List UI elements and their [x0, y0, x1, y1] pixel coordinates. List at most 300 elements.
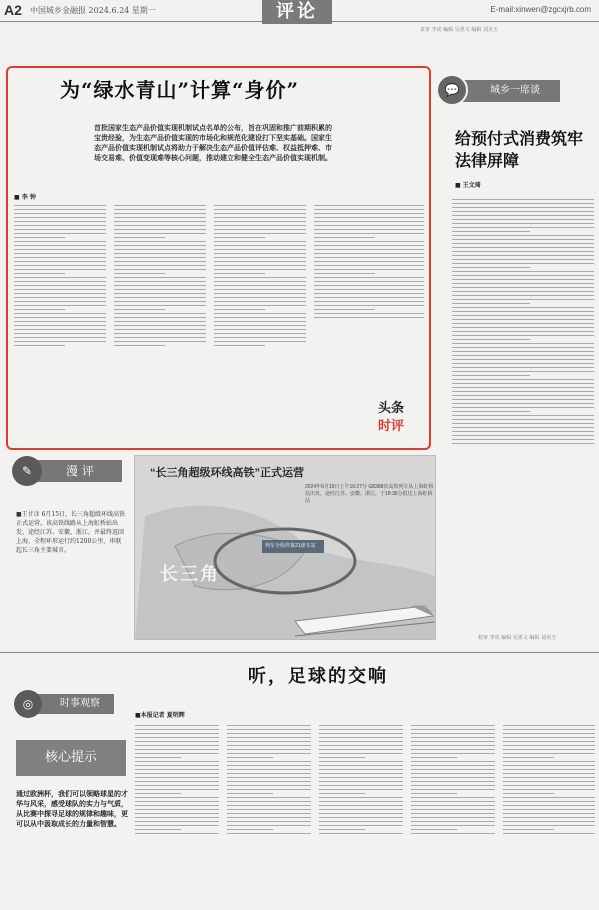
column-headline: 给预付式消费筑牢法律屏障	[455, 129, 584, 170]
text-line	[452, 243, 594, 244]
text-line	[452, 439, 594, 440]
text-line	[503, 769, 595, 770]
text-line	[14, 269, 106, 270]
text-line	[452, 231, 530, 232]
text-line	[452, 367, 594, 368]
text-line	[319, 745, 403, 746]
text-line	[452, 275, 594, 276]
text-line	[227, 817, 311, 818]
text-line	[452, 331, 594, 332]
text-line	[503, 725, 595, 726]
text-line	[411, 757, 457, 758]
text-line	[503, 765, 595, 766]
text-line	[114, 229, 206, 230]
text-line	[227, 813, 311, 814]
text-line	[214, 281, 306, 282]
text-line	[452, 295, 594, 296]
text-line	[135, 809, 219, 810]
text-line	[135, 749, 219, 750]
text-line	[452, 319, 594, 320]
text-line	[314, 241, 424, 242]
text-line	[135, 821, 219, 822]
text-line	[14, 313, 106, 314]
text-line	[503, 729, 595, 730]
text-line	[319, 741, 403, 742]
article-text-column	[411, 722, 495, 908]
text-line	[135, 753, 219, 754]
text-line	[114, 277, 206, 278]
text-line	[14, 301, 106, 302]
text-line	[227, 725, 311, 726]
text-line	[114, 281, 206, 282]
text-line	[227, 833, 311, 834]
text-line	[503, 773, 595, 774]
text-line	[452, 207, 594, 208]
text-line	[314, 253, 424, 254]
text-line	[135, 781, 219, 782]
article-lead-paragraph: 首批国家生态产品价值实现机制试点名单的公布，旨在巩固和推广前期积累的宝贵经验，为生态产品价值实现的市场化和规范化建设打下坚实基础。国家生态产品价值实现机制试点将助力于解决生态产品价值评估难、权益抵押难、市场交易难、价值变现难等核心问题，推动建立和健全生态产品价值实现机制。	[94, 125, 332, 162]
text-line	[227, 733, 311, 734]
text-line	[452, 443, 594, 444]
text-line	[319, 781, 403, 782]
text-line	[314, 281, 424, 282]
text-line	[114, 325, 206, 326]
text-line	[314, 297, 424, 298]
text-line	[452, 355, 594, 356]
text-line	[319, 825, 403, 826]
text-line	[452, 211, 594, 212]
text-line	[452, 287, 594, 288]
seal-text-top: 头条	[378, 401, 405, 416]
text-line	[135, 769, 219, 770]
text-line	[319, 817, 403, 818]
text-line	[114, 345, 165, 346]
text-line	[14, 253, 106, 254]
text-line	[227, 785, 311, 786]
editor-credits: 责审 李虎 编辑 吴墨文 编辑 刘美玉	[420, 27, 498, 33]
text-line	[319, 749, 403, 750]
text-line	[14, 221, 106, 222]
text-line	[452, 431, 594, 432]
text-line	[227, 777, 311, 778]
text-line	[14, 213, 106, 214]
text-line	[214, 273, 265, 274]
text-line	[114, 253, 206, 254]
text-line	[227, 797, 311, 798]
text-line	[14, 217, 106, 218]
contact-email: E-mail:xinwen@zgcxjrb.com	[490, 5, 591, 14]
text-line	[135, 745, 219, 746]
column-text-body	[452, 196, 594, 606]
text-line	[227, 781, 311, 782]
article-text-column	[214, 202, 306, 442]
text-line	[14, 285, 106, 286]
text-line	[452, 419, 594, 420]
text-line	[227, 753, 311, 754]
text-line	[314, 317, 424, 318]
text-line	[503, 817, 595, 818]
text-line	[114, 329, 206, 330]
key-point-text: 通过欧洲杯，我们可以领略球星的才华与风采，感受球队的实力与气质，从比赛中探寻足球的规律和趣味，更可以从中汲取成长的力量和智慧。	[16, 791, 128, 828]
text-line	[411, 741, 495, 742]
text-line	[135, 741, 219, 742]
text-line	[14, 273, 65, 274]
text-line	[214, 317, 306, 318]
text-line	[452, 255, 594, 256]
text-line	[411, 773, 495, 774]
text-line	[319, 757, 365, 758]
text-line	[452, 315, 594, 316]
text-line	[14, 281, 106, 282]
text-line	[135, 733, 219, 734]
text-line	[411, 821, 495, 822]
text-line	[227, 761, 311, 762]
text-line	[214, 341, 306, 342]
text-line	[214, 261, 306, 262]
text-line	[214, 205, 306, 206]
text-line	[14, 309, 65, 310]
text-line	[135, 805, 219, 806]
section-tag: 时事观察	[24, 694, 114, 714]
text-line	[411, 817, 495, 818]
text-line	[135, 797, 219, 798]
column-byline: ■ 王文琦	[455, 182, 481, 189]
text-line	[452, 279, 594, 280]
text-line	[452, 399, 594, 400]
text-line	[452, 391, 594, 392]
text-line	[227, 825, 311, 826]
text-line	[135, 773, 219, 774]
text-line	[14, 297, 106, 298]
text-line	[14, 225, 106, 226]
text-line	[452, 379, 594, 380]
text-line	[319, 789, 403, 790]
text-line	[452, 359, 594, 360]
text-line	[214, 213, 306, 214]
text-line	[135, 817, 219, 818]
text-line	[214, 333, 306, 334]
text-line	[452, 223, 594, 224]
text-line	[214, 297, 306, 298]
text-line	[135, 777, 219, 778]
text-line	[319, 769, 403, 770]
text-line	[135, 793, 181, 794]
text-line	[114, 273, 165, 274]
text-line	[411, 725, 495, 726]
text-line	[227, 821, 311, 822]
text-line	[214, 229, 306, 230]
text-line	[452, 239, 594, 240]
text-line	[452, 311, 594, 312]
text-line	[114, 225, 206, 226]
text-line	[114, 217, 206, 218]
text-line	[114, 233, 206, 234]
text-line	[135, 729, 219, 730]
text-line	[452, 267, 530, 268]
text-line	[319, 737, 403, 738]
text-line	[214, 337, 306, 338]
key-point-box: 核心提示	[16, 740, 126, 776]
text-line	[214, 241, 306, 242]
text-line	[411, 801, 495, 802]
article-text-column	[114, 202, 206, 442]
text-line	[503, 749, 595, 750]
cartoon-caption-box: 列车全程停靠21座车站	[262, 540, 324, 553]
article-text-column	[314, 202, 424, 394]
text-line	[319, 797, 403, 798]
text-line	[452, 303, 530, 304]
text-line	[14, 209, 106, 210]
text-line	[319, 813, 403, 814]
text-line	[227, 729, 311, 730]
text-line	[452, 271, 594, 272]
text-line	[503, 833, 595, 834]
text-line	[214, 329, 306, 330]
text-line	[214, 301, 306, 302]
text-line	[214, 289, 306, 290]
text-line	[411, 785, 495, 786]
text-line	[214, 249, 306, 250]
text-line	[14, 277, 106, 278]
column-editor-credits: 校审 李虎 编辑 吴墨文 编辑 刘美玉	[478, 635, 556, 641]
text-line	[114, 245, 206, 246]
text-line	[114, 249, 206, 250]
text-line	[14, 321, 106, 322]
text-line	[503, 737, 595, 738]
text-line	[452, 435, 594, 436]
text-line	[227, 769, 311, 770]
text-line	[452, 227, 594, 228]
text-line	[314, 261, 424, 262]
text-line	[503, 829, 554, 830]
text-line	[503, 785, 595, 786]
section-divider	[0, 652, 599, 653]
text-line	[214, 237, 265, 238]
text-line	[114, 341, 206, 342]
text-line	[452, 407, 594, 408]
text-line	[452, 199, 594, 200]
text-line	[227, 765, 311, 766]
text-line	[114, 313, 206, 314]
text-line	[319, 753, 403, 754]
text-line	[503, 801, 595, 802]
text-line	[411, 805, 495, 806]
text-line	[14, 241, 106, 242]
text-line	[227, 757, 273, 758]
text-line	[314, 293, 424, 294]
text-line	[503, 777, 595, 778]
text-line	[114, 241, 206, 242]
map-region-label: 长三角	[160, 564, 220, 585]
text-line	[114, 209, 206, 210]
text-line	[314, 257, 424, 258]
text-line	[452, 283, 594, 284]
seal-text-bottom: 时评	[378, 419, 405, 434]
text-line	[411, 809, 495, 810]
text-line	[114, 333, 206, 334]
text-line	[411, 797, 495, 798]
cartoon-section-tag: 漫 评	[22, 460, 122, 482]
text-line	[114, 205, 206, 206]
text-line	[314, 237, 375, 238]
cartoon-title: “长三角超级环线高铁”正式运营	[150, 467, 304, 479]
text-line	[503, 805, 595, 806]
text-line	[14, 205, 106, 206]
text-line	[14, 245, 106, 246]
article-byline: ■本报记者 夏明辉	[135, 712, 185, 719]
text-line	[135, 757, 181, 758]
text-line	[411, 749, 495, 750]
text-line	[314, 265, 424, 266]
text-line	[214, 293, 306, 294]
text-line	[503, 797, 595, 798]
text-line	[319, 761, 403, 762]
text-line	[503, 781, 595, 782]
text-line	[135, 725, 219, 726]
text-line	[114, 269, 206, 270]
text-line	[214, 221, 306, 222]
text-line	[452, 299, 594, 300]
text-line	[319, 777, 403, 778]
text-line	[135, 801, 219, 802]
text-line	[314, 269, 424, 270]
text-line	[411, 753, 495, 754]
text-line	[314, 205, 424, 206]
text-line	[214, 253, 306, 254]
text-line	[452, 307, 594, 308]
text-line	[214, 309, 265, 310]
text-line	[411, 729, 495, 730]
text-line	[319, 833, 403, 834]
text-line	[411, 737, 495, 738]
text-line	[452, 427, 594, 428]
text-line	[114, 305, 206, 306]
text-line	[214, 313, 306, 314]
text-line	[214, 345, 265, 346]
text-line	[214, 245, 306, 246]
text-line	[14, 249, 106, 250]
text-line	[114, 261, 206, 262]
text-line	[135, 737, 219, 738]
article-text-column	[227, 722, 311, 908]
text-line	[227, 829, 273, 830]
article-text-column	[135, 722, 219, 908]
section-banner: 评论	[262, 0, 332, 24]
text-line	[503, 809, 595, 810]
text-line	[452, 351, 594, 352]
text-line	[314, 249, 424, 250]
text-line	[135, 829, 181, 830]
text-line	[14, 305, 106, 306]
text-line	[114, 221, 206, 222]
text-line	[114, 317, 206, 318]
text-line	[503, 821, 595, 822]
text-line	[114, 309, 165, 310]
text-line	[214, 217, 306, 218]
text-line	[452, 423, 594, 424]
text-line	[411, 813, 495, 814]
text-line	[227, 749, 311, 750]
text-line	[452, 219, 594, 220]
text-line	[214, 265, 306, 266]
text-line	[503, 813, 595, 814]
text-line	[452, 371, 594, 372]
text-line	[319, 829, 365, 830]
text-line	[14, 333, 106, 334]
text-line	[314, 245, 424, 246]
text-line	[411, 761, 495, 762]
text-line	[14, 237, 65, 238]
text-line	[319, 733, 403, 734]
text-line	[452, 411, 530, 412]
text-line	[14, 325, 106, 326]
text-line	[314, 285, 424, 286]
text-line	[452, 203, 594, 204]
text-line	[114, 285, 206, 286]
article-byline: ■ 李 钟	[14, 194, 36, 201]
text-line	[319, 729, 403, 730]
text-line	[14, 265, 106, 266]
article-text-column	[319, 722, 403, 908]
column-seal-logo	[378, 400, 418, 440]
text-line	[411, 793, 457, 794]
text-line	[14, 289, 106, 290]
text-line	[452, 395, 594, 396]
text-line	[214, 233, 306, 234]
text-line	[452, 263, 594, 264]
text-line	[411, 829, 457, 830]
pen-icon: ✎	[12, 456, 42, 486]
text-line	[135, 825, 219, 826]
text-line	[452, 363, 594, 364]
globe-icon: ◎	[14, 690, 42, 718]
text-line	[319, 821, 403, 822]
text-line	[314, 277, 424, 278]
text-line	[411, 825, 495, 826]
text-line	[135, 785, 219, 786]
text-line	[227, 805, 311, 806]
newspaper-date-line: 中国城乡金融报 2024.6.24 星期一	[30, 6, 156, 15]
text-line	[503, 753, 595, 754]
column-tag: 城乡一席谈	[450, 80, 560, 102]
text-line	[411, 765, 495, 766]
text-line	[14, 229, 106, 230]
text-line	[503, 789, 595, 790]
text-line	[314, 301, 424, 302]
text-line	[452, 383, 594, 384]
text-line	[452, 327, 594, 328]
text-line	[314, 305, 424, 306]
article-headline: 为“绿水青山”计算“身价”	[60, 78, 300, 102]
text-line	[452, 259, 594, 260]
text-line	[314, 289, 424, 290]
cartoon-note: 2024年6月15日上午10:27分 G8388次高铁列车从上海虹桥站出发，途经江苏、安徽、浙江，于18:36分抵达上海虹桥站	[305, 484, 434, 504]
text-line	[114, 289, 206, 290]
text-line	[114, 297, 206, 298]
text-line	[411, 789, 495, 790]
text-line	[503, 761, 595, 762]
text-line	[452, 375, 530, 376]
article-headline: 听，足球的交响	[248, 666, 388, 687]
text-line	[14, 293, 106, 294]
text-line	[135, 765, 219, 766]
text-line	[452, 247, 594, 248]
text-line	[411, 769, 495, 770]
text-line	[114, 265, 206, 266]
text-line	[319, 805, 403, 806]
text-line	[319, 801, 403, 802]
text-line	[314, 221, 424, 222]
